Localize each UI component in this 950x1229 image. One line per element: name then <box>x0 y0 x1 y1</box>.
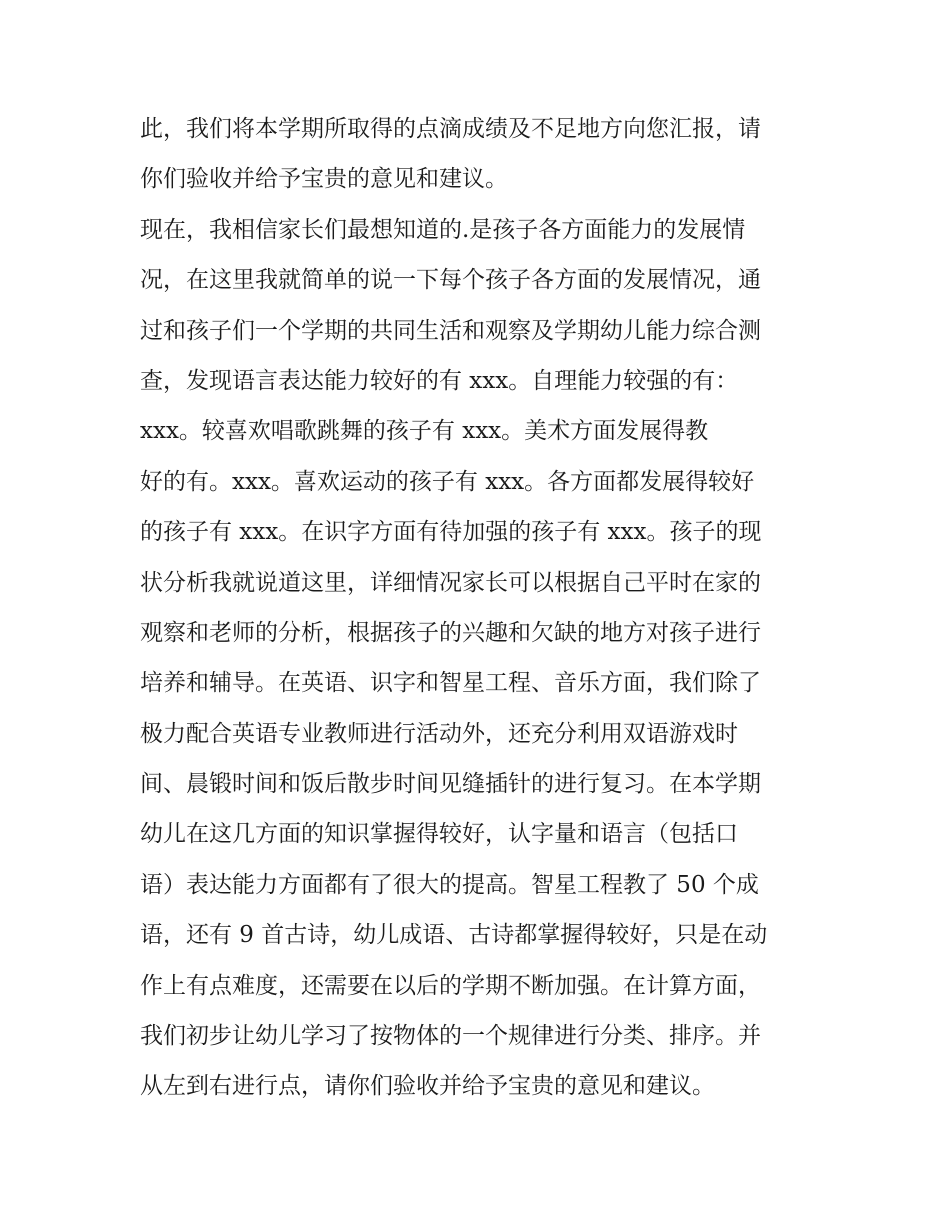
text-line: 此，我们将本学期所取得的点滴成绩及不足地方向您汇报，请 <box>140 116 761 142</box>
text-line: 幼儿在这几方面的知识掌握得较好，认字量和语言（包括口 <box>140 821 738 848</box>
text-line: 你们验收并给予宝贵的意见和建议。 <box>140 166 508 193</box>
text-line: 间、晨锻时间和饭后散步时间见缝插针的进行复习。在本学期 <box>140 771 761 798</box>
body-text <box>140 104 830 1112</box>
text-line: 的孩子有 xxx。在识字方面有待加强的孩子有 xxx。孩子的现 <box>140 519 762 546</box>
text-line: 现在，我相信家长们最想知道的.是孩子各方面能力的发展情 <box>140 216 746 243</box>
text-line: 语，还有 9 首古诗，幼儿成语、古诗都掌握得较好，只是在动 <box>140 922 768 949</box>
text-line: 从左到右进行点，请你们验收并给予宝贵的意见和建议。 <box>140 1073 715 1100</box>
text-line: 培养和辅导。在英语、识字和智星工程、音乐方面，我们除了 <box>140 670 761 697</box>
text-line: 状分析我就说道这里，详细情况家长可以根据自己平时在家的 <box>140 569 761 596</box>
text-line: 况，在这里我就简单的说一下每个孩子各方面的发展情况，通 <box>140 267 761 294</box>
text-line: 查，发现语言表达能力较好的有 xxx。自理能力较强的有： <box>140 367 739 394</box>
text-line: 我们初步让幼儿学习了按物体的一个规律进行分类、排序。并 <box>140 1023 761 1050</box>
text-line: 作上有点难度，还需要在以后的学期不断加强。在计算方面， <box>140 972 761 999</box>
text-line: xxx。较喜欢唱歌跳舞的孩子有 xxx。美术方面发展得教 <box>140 418 709 445</box>
text-line: 好的有。xxx。喜欢运动的孩子有 xxx。各方面都发展得较好 <box>140 468 755 495</box>
text-line: 过和孩子们一个学期的共同生活和观察及学期幼儿能力综合测 <box>140 317 761 344</box>
text-line: 观察和老师的分析，根据孩子的兴趣和欠缺的地方对孩子进行 <box>140 619 761 646</box>
text-line: 极力配合英语专业教师进行活动外，还充分利用双语游戏时 <box>140 720 738 747</box>
text-line: 语）表达能力方面都有了很大的提高。智星工程教了 50 个成 <box>140 871 759 898</box>
